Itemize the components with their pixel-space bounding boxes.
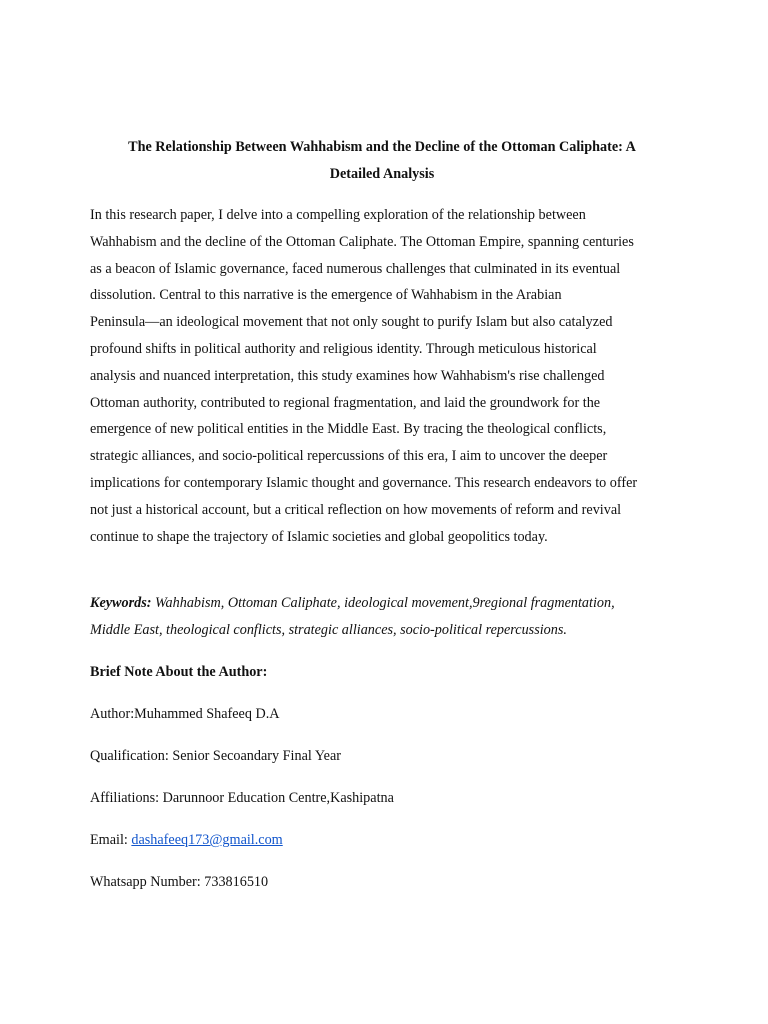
author-name: Author:Muhammed Shafeeq D.A <box>90 705 280 722</box>
keywords-label: Keywords: <box>90 595 152 612</box>
abstract-line: continue to shape the trajectory of Islamic societies and global geopolitics today. <box>90 528 548 545</box>
paper-title-line-1: The Relationship Between Wahhabism and the Decline of the Ottoman Caliphate: A <box>128 139 636 155</box>
abstract-line: strategic alliances, and socio-political repercussions of this era, I aim to uncover the deeper <box>90 448 608 465</box>
author-email <box>90 827 674 854</box>
abstract-line: not just a historical account, but a critical reflection on how movements of reform and revival <box>90 501 622 518</box>
keywords-line-1 <box>90 590 674 617</box>
keywords-paragraph <box>90 590 674 644</box>
email-link[interactable]: dashafeeq173@gmail.com <box>131 831 283 848</box>
keywords-line-2: Middle East, theological conflicts, strategic alliances, socio-political repercussions. <box>90 622 567 639</box>
abstract-line: dissolution. Central to this narrative is the emergence of Wahhabism in the Arabian <box>90 287 562 304</box>
abstract-line: profound shifts in political authority and religious identity. Through meticulous historical <box>90 340 597 357</box>
abstract-line: In this research paper, I delve into a compelling exploration of the relationship between <box>90 207 586 223</box>
abstract-line: emergence of new political entities in the Middle East. By tracing the theological conflicts, <box>90 421 607 438</box>
abstract-line: as a beacon of Islamic governance, faced numerous challenges that culminated in its eventual <box>90 260 621 277</box>
author-whatsapp: Whatsapp Number: 733816510 <box>90 873 269 890</box>
email-label: Email: <box>90 831 132 848</box>
author-heading: Brief Note About the Author: <box>90 663 268 680</box>
author-qualification: Qualification: Senior Secoandary Final Year <box>90 747 341 764</box>
abstract-line: Wahhabism and the decline of the Ottoman Caliphate. The Ottoman Empire, spanning centuries <box>90 233 634 250</box>
abstract-line: implications for contemporary Islamic thought and governance. This research endeavors to offer <box>90 474 638 491</box>
abstract-line: analysis and nuanced interpretation, this study examines how Wahhabism's rise challenged <box>90 367 605 384</box>
abstract-line: Ottoman authority, contributed to regional fragmentation, and laid the groundwork for the <box>90 394 601 411</box>
abstract-line: Peninsula—an ideological movement that not only sought to purify Islam but also catalyzed <box>90 314 613 331</box>
paper-title-line-2: Detailed Analysis <box>329 166 435 182</box>
keywords-text-1: Wahhabism, Ottoman Caliphate, ideological movement,9regional fragmentation, <box>151 595 615 612</box>
abstract-paragraph <box>90 202 674 550</box>
document-page <box>90 134 674 896</box>
author-affiliations: Affiliations: Darunnoor Education Centre,Kashipatna <box>90 789 394 806</box>
paper-title <box>90 134 674 188</box>
